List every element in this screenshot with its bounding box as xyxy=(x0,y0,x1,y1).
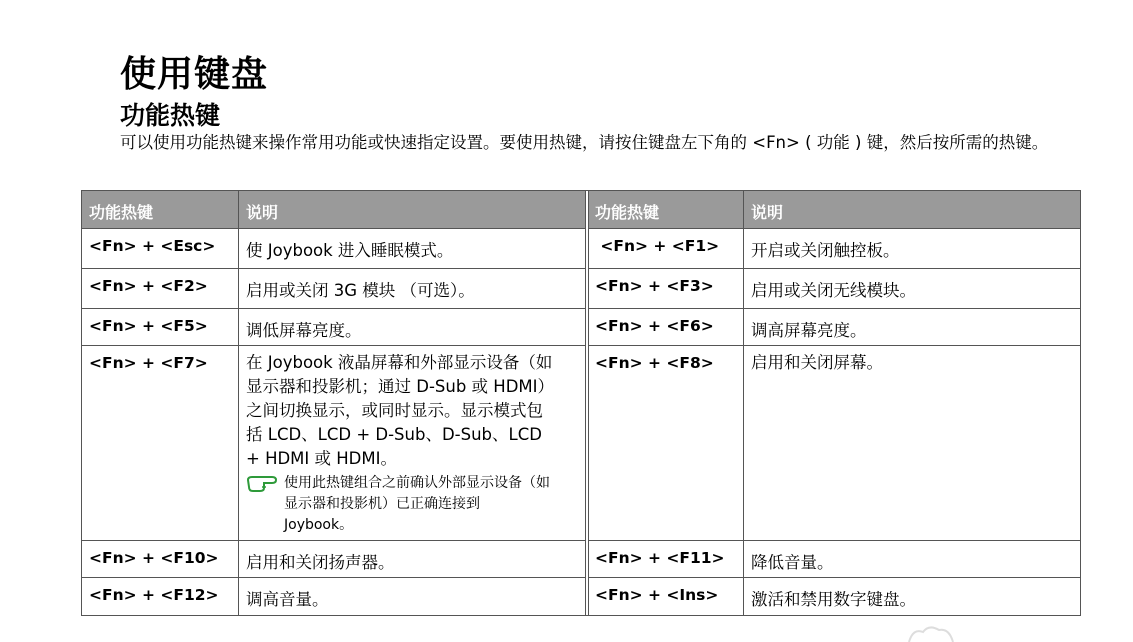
hotkey-key: <Fn> + <F3> xyxy=(589,269,744,308)
table-row xyxy=(589,269,1080,309)
hotkey-desc: 调低屏幕亮度。 xyxy=(246,321,362,340)
table-row xyxy=(82,309,585,346)
intro-paragraph: 可以使用功能热键来操作常用功能或快速指定设置。要使用热键，请按住键盘左下角的 <Fn> ( 功能 ) 键，然后按所需的热键。 xyxy=(120,133,1049,152)
section-title: 功能热键 xyxy=(120,101,221,130)
hotkey-key: <Fn> + <F7> xyxy=(82,346,239,540)
header-key: 功能热键 xyxy=(82,191,239,228)
header-key: 功能热键 xyxy=(589,191,744,228)
hotkey-desc: 开启或关闭触控板。 xyxy=(751,241,900,260)
hotkey-desc: 启用或关闭无线模块。 xyxy=(751,281,916,300)
page-corner-decoration xyxy=(905,622,955,642)
hotkey-key: <Fn> + <F8> xyxy=(589,346,744,540)
page-title: 使用键盘 xyxy=(120,54,269,95)
hotkey-key: <Fn> + <F1> xyxy=(589,229,744,268)
table-row xyxy=(589,578,1080,615)
hotkey-desc: 启用或关闭 3G 模块 （可选）。 xyxy=(246,281,475,300)
hotkey-desc: 使 Joybook 进入睡眠模式。 xyxy=(246,241,454,260)
hotkey-key: <Fn> + <F5> xyxy=(82,309,239,345)
table-row xyxy=(82,346,585,541)
hotkey-desc-cell xyxy=(239,346,585,540)
pointing-hand-icon xyxy=(246,474,280,494)
hotkey-desc: 激活和禁用数字键盘。 xyxy=(751,590,916,609)
hotkey-desc: 调高音量。 xyxy=(246,590,329,609)
note-text: 使用此热键组合之前确认外部显示设备（如显示器和投影机）已正确连接到 Joybook。 xyxy=(284,475,550,533)
table-row xyxy=(82,269,585,309)
header-desc: 说明 xyxy=(246,203,279,222)
hotkey-desc: 启用和关闭屏幕。 xyxy=(751,353,883,372)
hotkey-key: <Fn> + <F2> xyxy=(82,269,239,308)
hotkey-key: <Fn> + <Esc> xyxy=(82,229,239,268)
note xyxy=(246,473,553,536)
hotkey-key: <Fn> + <F6> xyxy=(589,309,744,345)
hotkey-key: <Fn> + <F11> xyxy=(589,541,744,577)
hotkey-desc: 启用和关闭扬声器。 xyxy=(246,553,395,572)
hotkey-desc: 在 Joybook 液晶屏幕和外部显示设备（如显示器和投影机；通过 D-Sub 或 HDMI）之间切换显示，或同时显示。显示模式包括 LCD、LCD + D-Sub、D-Sub、LCD + HDMI 或 HDMI。 xyxy=(246,353,553,468)
hotkey-desc: 调高屏幕亮度。 xyxy=(751,321,867,340)
hotkey-table-left xyxy=(82,191,585,615)
hotkey-key: <Fn> + <F10> xyxy=(82,541,239,577)
hotkey-key: <Fn> + <F12> xyxy=(82,578,239,615)
table-row xyxy=(82,229,585,269)
header-desc: 说明 xyxy=(751,203,784,222)
table-header-row xyxy=(589,191,1080,229)
table-row xyxy=(589,309,1080,346)
table-row xyxy=(589,541,1080,578)
hotkey-key: <Fn> + <Ins> xyxy=(589,578,744,615)
hotkey-desc: 降低音量。 xyxy=(751,553,834,572)
table-row xyxy=(589,229,1080,269)
table-row xyxy=(82,578,585,615)
table-row xyxy=(589,346,1080,541)
hotkey-table-right xyxy=(589,191,1080,615)
table-row xyxy=(82,541,585,578)
table-header-row xyxy=(82,191,585,229)
hotkey-table xyxy=(81,190,1081,616)
